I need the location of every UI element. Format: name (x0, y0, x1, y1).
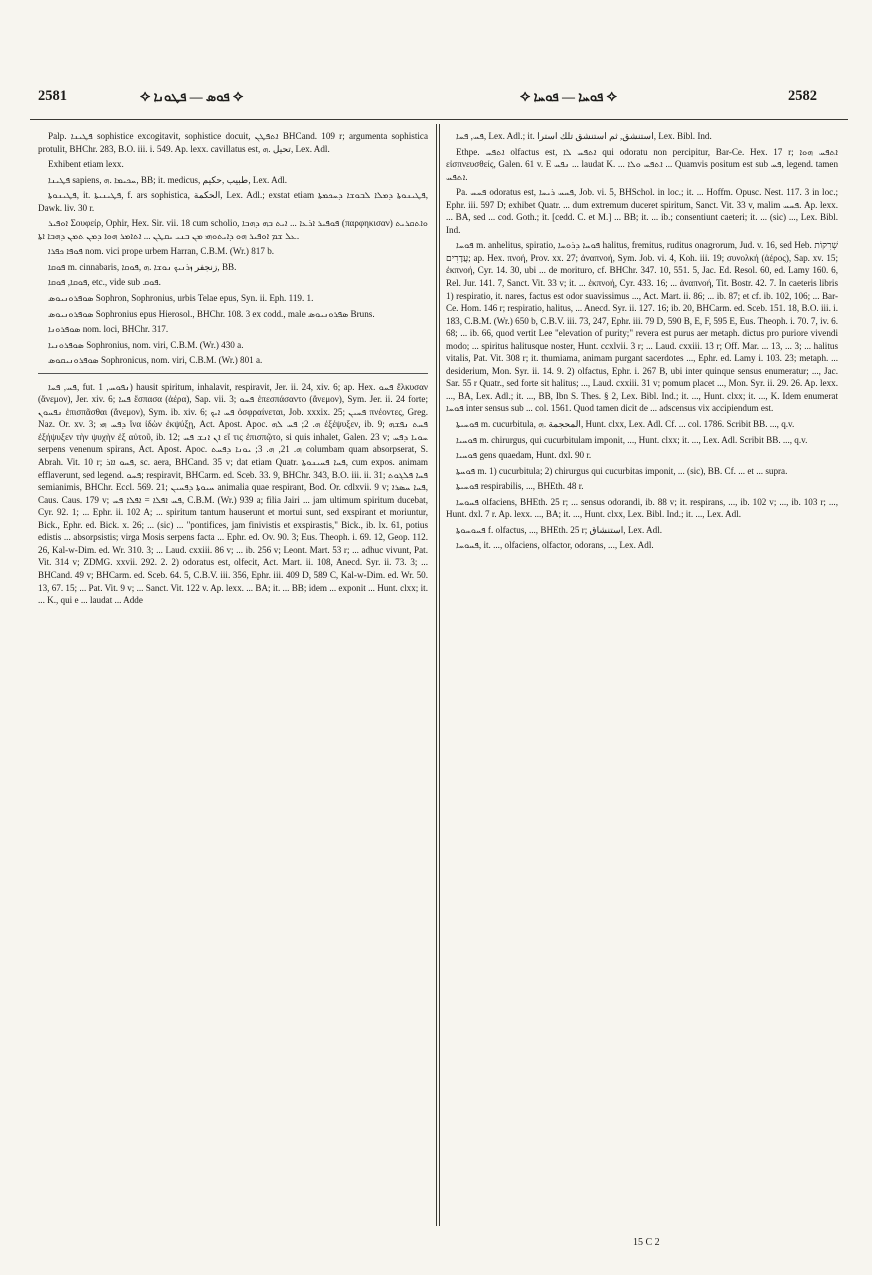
entry-paragraph: ܦܘܦܐ ܟܦܪܐ nom. vici prope urbem Harran, C.B.M. (Wr.) 817 b. (48, 246, 275, 257)
entry-paragraph: ܣܘܦܪܘܢܝܘܣ Sophron, Sophronius, urbis Telae epus, Syn. ii. Eph. 119. 1. (48, 293, 314, 304)
signature-mark: 15 C 2 (633, 1237, 660, 1248)
section-divider (38, 373, 428, 374)
entry-paragraph: ܐܘܦܝܪ Σουφείρ, Ophir, Hex. Sir. vii. 18 cum scholio, ܦܘܦܝܪ ܐܪܥܐ ... ܐܝܬ ܒܗ ܕܗܒܐ (παρφηκισαν) ܘܐܬܩܪܝܬ ܥܠ ܫܡ ܐܘܦܝܪ ܗܘ ܕܐܝܬܘܗܝ ܡܢ ܒܢܝ ܝܩܛܢ ... ܐܬܐܡܪ ܗܘܐ ܕܡܢ ܬܡܢ ܕܗܒܐ ܐܬܐ. (38, 218, 428, 241)
entry-paragraph: ܦܘܚܝܐ gens quaedam, Hunt. dxl. 90 r. (456, 450, 592, 461)
entry-paragraph: ܦܘܩܐ, ܦܘܩܐ, etc., vide sub ܦܘܩ. (48, 277, 161, 288)
left-catchword: ✧ ܦܘܣ — ܦܛܘܢܐ ✧ (140, 89, 244, 104)
entry-paragraph: ܦܘܚܝܐ m. chirurgus, qui cucurbitulam imponit, ..., Hunt. clxx; it. ..., Lex. Adl. Scribit BB. ..., q.v. (456, 434, 808, 445)
entry-paragraph: ܣܘܦܪܘܢܝܐ Sophronius, nom. viri, C.B.M. (Wr.) 430 a. (48, 339, 244, 350)
entry-paragraph: ܦܘܩܐ m. cinnabaris, زنجفر ܙܪܢܝܟ ܢܘܫܐ .ܗ ,ܦܘܩܐ, BB. (48, 261, 237, 272)
entry-paragraph: ܦܛܝܢܐ sapiens, ܚܟܝܡܐ .ܗ, BB; it. medicus, طبيب ,حكيم, Lex. Adl. (48, 174, 288, 185)
entry-paragraph: ܦܚܘܚܐ, it. ..., olfaciens, olfactor, odorans, ..., Lex. Adl. (456, 540, 654, 551)
entry-paragraph: ܦܘܚܐ m. anhelitus, spiratio, ܦܘܚܐ ܕܪܘܚܐ halitus, fremitus, ruditus onagrorum, Jud. v. 16, sed Heb. שְׁרִקוֹת עֲדָרִים; ap. Hex. πνοή, Prov. xx. 27; ἀναπνοή, Sym. Job. vi. 4, Koh. iii. 19; συνολκή (ἀέρος), Sap. xv. 15; ἐκπνοή, Cyr. 14. 30, ubi ... de moriturо, cf. BHChr. 347. 10, 551. 5, Jac. Ed. Resol. 60, ed. Lamy 160. 6, Rel. Jur. 141. 7, Sanct. Vit. 33 v; it. ... ἐκπνοή, Cyr. 433. 16; ... ἀναπνοή, Tit. Bostr. 42. 7. In caeteris libris 1) respiratio, it. nares, factus est odor suavissimus ..., Act. Mart. ii. 86; ... ib. 87; et cf. ib. 102, 106; ... Bar-Ce. Hom. 146 r; respiratio, halitus, ... Anecd. Syr. ii. 127. 16; ib. 20, BHCarm. ed. Sceb. 151. 18, B.O. iii. i. 183, C.B.M. (Wr.) 650 b, C.B.V. iii. 73, 247, Ephr. iii. 79 D, 590 B, E, F, 595 E, Eus. Theoph. i. 70. 7, iv. 6. 68; ... ib. 66, quod vertit Lee "elevation of purity;" revera est purus aer metaph. dictus pro puriore vivendi modo; ... spiritus halitusque noster, Hunt. ccxlvii. 3 r; ... Laud. cxxiii. 13 r; Off. Mar. ... 13, ... 3; ... halitus vitalis, Pat. Vit. 308 r; it. thumiama, animam purgant sacerdotes ..., Ephr. ed. Lamy i. 103. 23; metaph. ... desiderium, Mon. Syr. ii. 14. 9. 2) olfactus, Ephr. i. 267 B, ubi inter quinque sensus enumeratur; ..., Jac. Sar. 55 r Quatr., sed forte sit halitus; ..., Laud. cxxiii. 31 v; pomum placet ..., Mon. Syr. ii. 29. 26. Ap. lexx. ..., BA, Lex. Adl.; it. ..., BB, Ibn S. Thes. § 2, Lex. Bibl. Ind.; it. ..., Hunt. clxx; it. ..., K. Idem enumerat ܦܘܚܐ inter sensus sub ... col. 1561. Quod tamen dicit de ... adscensus vix accipiendum est. (446, 240, 838, 414)
entry-paragraph: ܦܘܚܝܬܐ m. cucurbitula, المحجمة .ܗ, Hunt. clxx, Lex. Adl. Cf. ... col. 1786. Scribit BB. ..., q.v. (456, 419, 795, 430)
right-column (446, 130, 838, 555)
entry-paragraph: ܦܘܚܝܬܐ respirabilis, ..., BHEth. 48 r. (456, 481, 584, 492)
page-header (0, 88, 872, 112)
entry-paragraph: ܦܚܘܚܘܬܐ f. olfactus, ..., BHEth. 25 r; استنشاق, Lex. Adl. (456, 524, 663, 535)
entry-paragraph: Palp. ܦܛܝܢܐ sophistice excogitavit, sophistice docuit, ܐܬܦܛܢ BHCand. 109 r; argumenta sophistica protulit, BHChr. 283, B.O. iii. i. 549. Ap. lexx. cavillatus est, تحيل .ܗ, Lex. Adl. (38, 131, 428, 154)
entry-paragraph: ܦܚ, ܦܚܐ, fut. ܢܦܘܚ, 1) hausit spiritum, inhalavit, respiravit, Jer. ii. 24, xiv. 6; ap. Hex. ܦܚܘ ἔλκυσαν (ἄνεμον), Jer. xiv. 6; ܦܚܐ ἔσπασα (ἀέρα), Sap. vii. 3; ܦܚܘ ἐπεσπάσαντο (ἄνεμον), Sym. Jer. ii. 24 forte; ܢܦܚܘܢ ἐπισπᾶσθαι (ἄνεμον), Sym. ib. xiv. 6; ܦܚ ܐܝܟ ὀσφραίνεται, Job. xxxix. 25; ܦܚܝܢ πνέοντες, Greg. Naz. Or. xv. 3; ܕܦܚ ܗܝ ἵνα ἰδὼν ἐκψύξῃ, Act. Apost. Apoc. ܗ. 2; ܦܚ ܠܗ ἐξέψυξεν, ib. 9; ܦܚܬ ܢܦܫܗ ἐξήψυξεν τὴν ψυχὴν ἐξ αὐτοῦ, ib. 12; ܐܢ ܐܢܫ ܦܚ εἴ τις ἐπισπῷτο, si quis inhalet, Galen. 23 v; ܚܘܝܐ ܕܦܚ serpens venenum spirans, Act. Apost. Apoc. ܗ. 21, ܗ. 3; ܝܘܢܐ ܕܦܚܬ columbam quam absorpserat, S. Abrah. Vit. 10 r; ܦܚܘ ܐܐܪ, sc. aera, BHCand. 35 v; dat etiam Quatr. ܦܚܐ ܦܚܝܢܘܬܐ, cum expos. animam efflaverunt, sed legend. ܦܚܘ; respiravit, BHCarm. ed. Sceb. 33. 9, BHChr. 343, B.O. iii. ii. 31; ܦܚܐ ܦܠܓܘܬ semianimis, BHChr. Eccl. 569. 21; ܚܝܘܬܐ ܕܦܚܝܢ animalia quae respirant, Bod. Or. cdlxvii. 9 v; ܦܚܐ ܚܣܪܐ, Caus. Caus. 179 v; ܦܚ ܐܦܠܐ = ܐܦܠܐ ܦܚ, C.B.M. (Wr.) 939 a; filia Jairi ... jam ultimum spiritum ducebat, Cyr. 92. 1; ... Ephr. ii. 102 A; ... spiritum tantum hauserunt et mortui sunt, sed exspirant et moriuntur, Bick., Ephr. ed. Bick. x. 26; ... (sic) ... "pontifices, jam finivistis et exspirastis," Bick., ib. lx. 61, potius edistis ... absorpsistis; virga Mosis serpens facta ... Ephr. ed. Ov. 90. 3; Eus. Theoph. i. 69. 12, Geop. 112. 26, Kal-w-Dim. ed. Wr. 310. 3; ... Laud. cxxiii. 86 v; ... ib. 256 v; Leont. Mart. 53 r; ... adhuc vivunt, Pat. Vit. 314 v; ZDMG. xxvii. 292. 2. 2) odoratus est, olfecit, Act. Mart. ii. 108, Anecd. Syr. ii. 73. 3; ... BHCand. 49 v; BHCarm. ed. Sceb. 64. 5, C.B.V. iii. 356, Ephr. iii. 409 D, 589 C, Kal-w-Dim. ed. Wr. 50. 13, 67. 15; ... Pat. Vit. 9 v; ... Sanct. Vit. 122 v. Ap. lexx. ... BA; it. ... BB; idem ... exponit ... Hunt. clxx; it. ... K., qui e ... laudat ... Adde (38, 381, 429, 606)
entry-paragraph: ܣܘܦܪܘܢܝܩܘܣ Sophronicus, nom. viri, C.B.M. (Wr.) 801 a. (48, 355, 263, 366)
left-column (38, 130, 428, 610)
right-catchword: ✧ ܦܘܚܐ — ܦܘܚܐ ✧ (520, 89, 617, 104)
entry-paragraph: ܣܘܦܪܘܢܝܘܣ Sophronius epus Hierosol., BHChr. 108. 3 ex codd., male ܣܦܪܘܢܝܘܣ Bruns. (48, 308, 375, 319)
entry-paragraph: ܦܚ, ܦܚܐ, Lex. Adl.; it. استنشق, ثم استنشق تلك استرا, Lex. Bibl. Ind. (456, 131, 712, 141)
entry-paragraph: Ethpe. ܐܬܦܚ olfactus est, ܐܬܦܚ ܠܐ qui odoratu non percipitur, Bar-Ce. Hex. 17 r; ܐܬܦܚ ܗܘܐ εἰσπνευσθείς, Galen. 61 v. E ܢܦܚ ... laudat K. ... ܐܬܦܚ ܘܠܐ ... Quamvis positum est sub ܦܚ, legend. tamen ܐܬܦܚ. (446, 146, 839, 182)
column-divider-inner (439, 124, 440, 1226)
entry-paragraph: Exhibent etiam lexx. (48, 159, 124, 170)
entry-paragraph: ܦܘܚܬܐ m. 1) cucurbitula; 2) chirurgus qui cucurbitas imponit, ... (sic), BB. Cf. ... et ... supra. (456, 465, 788, 476)
left-page-number: 2581 (38, 88, 67, 104)
entry-paragraph: ܣܘܦܪܘܢܐ nom. loci, BHChr. 317. (48, 324, 169, 335)
column-divider (436, 124, 437, 1226)
right-page-number: 2582 (788, 88, 817, 104)
entry-paragraph: ܦܛܝܢܘܬܐ, it. ܦܛܝܢܝܬܐ, f. ars sophistica, الحكمة, Lex. Adl.; exstat etiam ܦܛܝܢܘܬܐ ܕܡܠܐ ܠܒܘܫܐ ܕܚܟܡܬܐ, Dawk. liv. 30 r. (38, 190, 428, 213)
entry-paragraph: ܦܚܘܚܐ olfaciens, BHEth. 25 r; ... sensus odorandi, ib. 88 v; it. respirans, ..., ib. 102 v; ..., ib. 103 r; ..., Hunt. dxl. 7 r. Ap. lexx. ..., BA; it. ..., Hunt. clxx, Lex. Bibl. Ind.; it. ..., Lex. Adl. (446, 496, 838, 520)
entry-paragraph: Pa. ܦܚܚ odoratus est, ܦܚܚ ܪܝܚܐ, Job. vi. 5, BHSchol. in loc.; it. ... Hoffm. Opusc. Nest. 117. 3 in loc.; Ephr. iii. 597 D; exhibet Quatr. ... dum extremum duceret spiritum, Sanct. Vit. 33 v, malim ܦܚܚ. Ap. lexx. ... BA, sed ... cod. Goth.; it. [cedd. C. et M.] ... BB; it. ... ib.; consentiunt caeteri; it. ... (sic) ..., Lex. Bibl. Ind. (446, 187, 839, 235)
header-rule (30, 119, 848, 120)
